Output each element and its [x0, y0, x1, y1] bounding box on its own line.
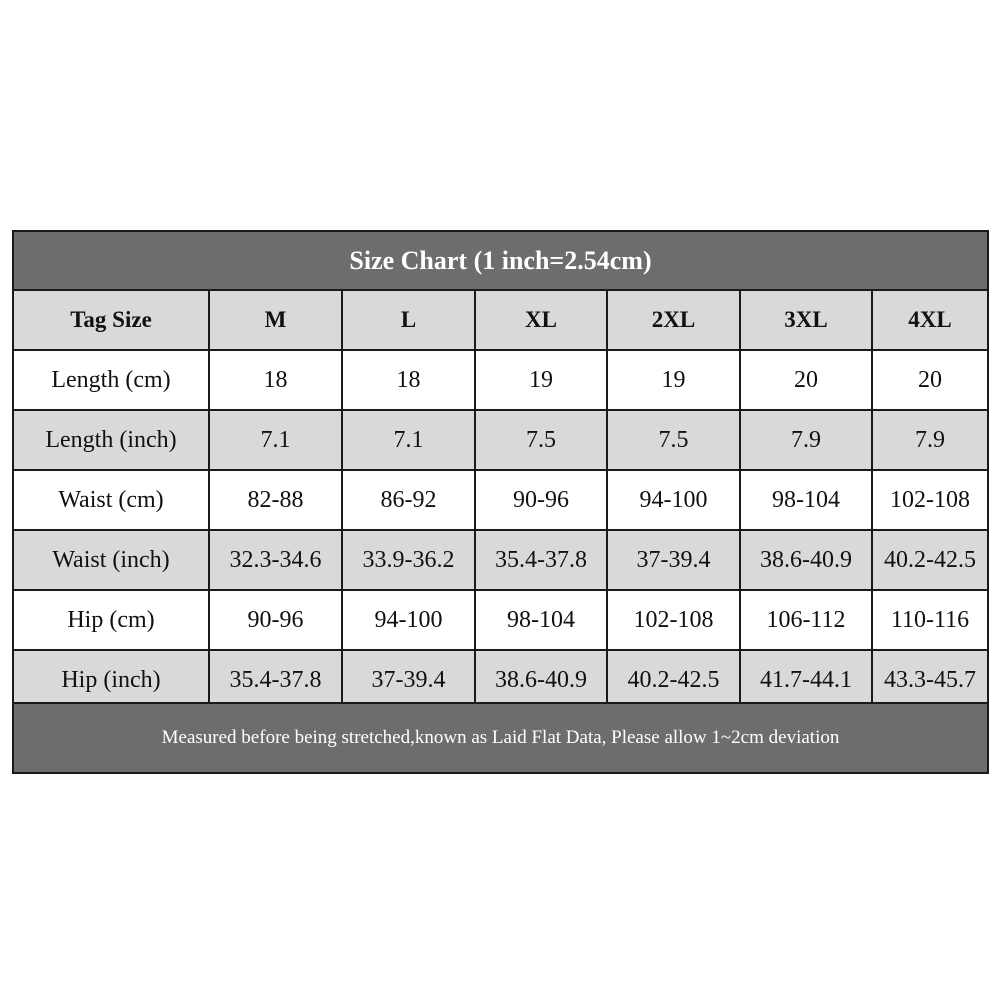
table-cell: 43.3-45.7: [872, 650, 987, 709]
chart-title: Size Chart (1 inch=2.54cm): [14, 232, 987, 291]
header-label: Tag Size: [14, 291, 209, 350]
row-label: Waist (cm): [14, 470, 209, 530]
row-label: Length (cm): [14, 350, 209, 410]
table-row-hip-inch: [14, 650, 987, 709]
table-cell: 20: [872, 350, 987, 410]
table-cell: 98-104: [475, 590, 607, 650]
row-label: Waist (inch): [14, 530, 209, 590]
header-row: [14, 291, 987, 350]
table-row-hip-cm: [14, 590, 987, 650]
table-cell: 38.6-40.9: [475, 650, 607, 709]
size-table: [14, 291, 987, 709]
table-cell: 102-108: [607, 590, 740, 650]
table-cell: 40.2-42.5: [607, 650, 740, 709]
table-cell: 37-39.4: [342, 650, 475, 709]
size-header-l: L: [342, 291, 475, 350]
size-header-2xl: 2XL: [607, 291, 740, 350]
table-cell: 18: [342, 350, 475, 410]
table-cell: 37-39.4: [607, 530, 740, 590]
table-row-length-cm: [14, 350, 987, 410]
table-cell: 82-88: [209, 470, 342, 530]
table-cell: 40.2-42.5: [872, 530, 987, 590]
table-row-length-inch: [14, 410, 987, 470]
table-cell: 110-116: [872, 590, 987, 650]
table-cell: 19: [607, 350, 740, 410]
table-cell: 102-108: [872, 470, 987, 530]
size-header-xl: XL: [475, 291, 607, 350]
row-label: Hip (cm): [14, 590, 209, 650]
table-cell: 41.7-44.1: [740, 650, 872, 709]
table-cell: 90-96: [475, 470, 607, 530]
size-header-m: M: [209, 291, 342, 350]
table-cell: 7.9: [740, 410, 872, 470]
row-label: Length (inch): [14, 410, 209, 470]
table-cell: 94-100: [342, 590, 475, 650]
table-row-waist-cm: [14, 470, 987, 530]
table-cell: 20: [740, 350, 872, 410]
footer-note: Measured before being stretched,known as Laid Flat Data, Please allow 1~2cm deviation: [14, 702, 987, 772]
size-header-3xl: 3XL: [740, 291, 872, 350]
table-cell: 19: [475, 350, 607, 410]
table-cell: 35.4-37.8: [209, 650, 342, 709]
table-cell: 7.1: [342, 410, 475, 470]
table-cell: 18: [209, 350, 342, 410]
table-cell: 98-104: [740, 470, 872, 530]
table-cell: 38.6-40.9: [740, 530, 872, 590]
size-header-4xl: 4XL: [872, 291, 987, 350]
table-cell: 35.4-37.8: [475, 530, 607, 590]
table-cell: 94-100: [607, 470, 740, 530]
table-cell: 86-92: [342, 470, 475, 530]
table-cell: 7.1: [209, 410, 342, 470]
table-cell: 90-96: [209, 590, 342, 650]
table-cell: 106-112: [740, 590, 872, 650]
row-label: Hip (inch): [14, 650, 209, 709]
table-cell: 7.9: [872, 410, 987, 470]
size-chart: [12, 230, 989, 774]
table-cell: 7.5: [475, 410, 607, 470]
table-cell: 33.9-36.2: [342, 530, 475, 590]
table-row-waist-inch: [14, 530, 987, 590]
table-cell: 7.5: [607, 410, 740, 470]
table-cell: 32.3-34.6: [209, 530, 342, 590]
